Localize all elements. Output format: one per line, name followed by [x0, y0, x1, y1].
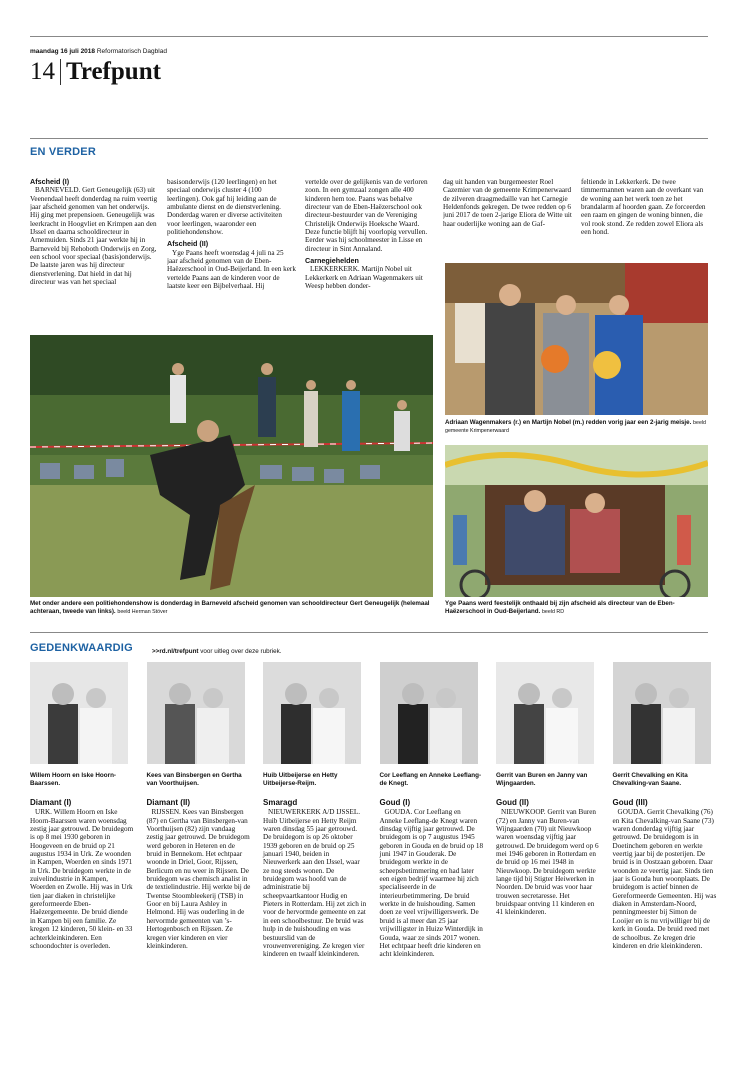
- anniversary-title: Goud (II): [496, 798, 529, 807]
- dog-show-caption: [30, 600, 435, 616]
- anniversary-title: Diamant (I): [30, 798, 72, 807]
- section-rule-top: [30, 138, 708, 139]
- gedenkwaardig-hint: [152, 648, 281, 655]
- heroes-credit: beeld gemeente Krimpenerwaard: [445, 420, 707, 434]
- anniversary-text: GOUDA. Cor Leeflang en Anneke Leeflang-de Knegt waren dinsdag vijftig jaar getrouwd. De bruidegom is op 7 augustus 1945 geboren in Gouda en de bruid op 18 juni 1947 in Gouderak. De bruidegom werkte in de scheepsbetimmering en had later een eigen bedrijf waarmee hij zich specialiseerde in de interieurbetimmering. De bruid werkte in de huishouding. Samen doen ze veel vrijwilligerswerk. De bruid is al meer dan 25 jaar vrijwilligster in Huize Winterdijk in Gouda, waar ze sinds 2017 wonen. Het echtpaar heeft drie kinderen en acht kleinkinderen.: [379, 808, 484, 959]
- couple-caption: Gerrit Chevalking en Kita Chevalking-van Saane.: [612, 772, 688, 787]
- couple-photo: [496, 662, 594, 764]
- couple-photo: [380, 662, 478, 764]
- article-column-2: [167, 178, 296, 330]
- heroes-caption: [445, 419, 710, 435]
- anniversary-text: NIEUWKOOP. Gerrit van Buren (72) en Janny van Buren-van Wijngaarden (70) uit Nieuwkoop waren woensdag vijftig jaar getrouwd. De bruidegom werd op 6 mei 1946 geboren in Rotterdam en de bruid op 16 mei 1948 in Nieuwkoop. De bruidegom werkte lange tijd bij Stigter Heiwerken in Noorden. De bruid was voor haar trouwen secretaresse. Het bruidspaar ontving 11 kinderen en 41 kleinkinderen.: [496, 808, 599, 917]
- gedenkwaardig-item: [380, 772, 484, 959]
- article-paragraph: Yge Paans heeft woensdag 4 juli na 25 jaar afscheid genomen van de Eben-Haëzerschool in Oud-Beijerland. In een kerk vertelde Paans aan de kinderen voor de laatste keer een Bijbelverhaal. Hij: [167, 248, 296, 291]
- heroes-image: [445, 263, 708, 415]
- couple-caption: Cor Leeflang en Anneke Leeflang-de Knegt.: [379, 772, 482, 787]
- article-paragraph: feltiende in Lekkerkerk. De twee timmermannen waren aan de overkant van de woning aan het werk toen ze het brandalarm af hoorden gaan. Ze forceerden een raam en gingen de woning binnen, die vol rook stond. Ze redden zowel Eliora als een hond.: [581, 178, 706, 237]
- couple-image: [147, 662, 245, 764]
- couple-caption: Gerrit van Buren en Janny van Wijngaarden.: [496, 772, 588, 787]
- article-paragraph: dag uit handen van burgemeester Roel Cazemier van de gemeente Krimpenerwaard de zilveren draagmedaille van het Carnegie Heldenfonds gekregen. De twee redden op 6 juni 2017 de toen 2-jarige Eliora de Witte uit haar ouderlijke woning aan de Gaf-: [443, 178, 572, 228]
- article-column-3: [305, 178, 434, 330]
- paans-caption: [445, 600, 710, 616]
- paans-caption-text: Yge Paans werd feestelijk onthaald bij zijn afscheid als directeur van de Eben-Haëzerschool in Oud-Beijerland.: [445, 600, 675, 615]
- article-paragraph: LEKKERKERK. Martijn Nobel uit Lekkerkerk en Adriaan Wagenmakers uit Weesp hebben donder-: [305, 265, 423, 291]
- article-paragraph: basisonderwijs (120 leerlingen) en het speciaal onderwijs cluster 4 (100 leerlingen). Ook gaf hij leiding aan de ambulante dienst en de dienstverlening. Donderdag waren er diverse activiteiten voor leerlingen, waaronder een politiehondenshow.: [167, 178, 282, 237]
- article-column-5: [581, 178, 710, 260]
- paans-image: [445, 445, 708, 597]
- couple-photo: [30, 662, 128, 764]
- header-date: maandag 16 juli 2018: [30, 48, 96, 55]
- paans-photo: [445, 445, 708, 597]
- dog-show-credit: beeld Herman Stöver: [117, 609, 168, 615]
- article-column-4: [443, 178, 572, 260]
- couple-image: [496, 662, 594, 764]
- anniversary-title: Goud (I): [379, 798, 411, 807]
- anniversary-text: RIJSSEN. Kees van Binsbergen (87) en Gertha van Binsbergen-van Voorthuijsen (82) zijn vandaag zestig jaar getrouwd. De bruidegom werd geboren in Heteren en de bruid in Bennekom. Het echtpaar woonde in Driel, Goor, Rijssen, Berlicum en nu weer in Rijssen. De bruidegom was chemisch analist in de textielindustrie. Hij werkte bij de Twentse Stoombleekerij (TSB) in Goor en bij Laura Ashley in Helmond. Hij was ouderling in de hervormde gemeenten van ’s-Hertogenbosch en Rijssen. Ze kregen vier kinderen en vier kleinkinderen.: [146, 808, 251, 950]
- couple-image: [613, 662, 711, 764]
- couple-caption: Kees van Binsbergen en Gertha van Voorthuijsen.: [146, 772, 242, 787]
- heroes-caption-text: Adriaan Wagenmakers (r.) en Martijn Nobel (m.) redden vorig jaar een 2-jarig meisje.: [445, 419, 692, 426]
- couple-photo: [613, 662, 711, 764]
- anniversary-title: Goud (III): [612, 798, 648, 807]
- article-column-1: [30, 178, 159, 330]
- couple-image: [380, 662, 478, 764]
- section-en-verder: EN VERDER: [30, 146, 96, 158]
- couple-photo: [147, 662, 245, 764]
- paans-credit: beeld RD: [541, 609, 565, 615]
- dog-show-photo: [30, 335, 433, 597]
- header-paper: Reformatorisch Dagblad: [96, 48, 167, 55]
- article-paragraph: BARNEVELD. Gert Geneugelijk (63) uit Veenendaal heeft donderdag na ruim veertig jaar afscheid genomen van het onderwijs. Hij ging met prepensioen. Geneugelijk was leerkracht in Hoogvliet en Krimpen aan den IJssel en daarna schooldirecteur in Arnemuiden. Sinds 21 jaar werkte hij in Barneveld bij Rehoboth Onderwijs en Zorg, een school voor speciaal (basis)onderwijs. De laatste jaren was hij directeur dienstverlening. Dat hield in dat hij directeur was van het speciaal: [30, 186, 158, 287]
- page-number: 14: [30, 59, 61, 85]
- page-heading: [30, 58, 161, 86]
- article-heading: Carnegiehelden: [305, 256, 359, 266]
- gedenkwaardig-item: [263, 772, 367, 959]
- gedenkwaardig-item: [30, 772, 134, 950]
- anniversary-title: Diamant (II): [146, 798, 191, 807]
- page-title: Trefpunt: [66, 58, 161, 85]
- heroes-photo: [445, 263, 708, 415]
- gedenkwaardig-note: voor uitleg over deze rubriek.: [200, 648, 282, 655]
- couple-image: [263, 662, 361, 764]
- couple-photo: [263, 662, 361, 764]
- couple-image: [30, 662, 128, 764]
- anniversary-text: NIEUWERKERK A/D IJSSEL. Huib Uitbeijerse en Hetty Reijm waren dinsdag 55 jaar getrouwd. De bruidegom is op 26 oktober 1939 geboren en de bruid op 25 januari 1940, beiden in Nieuwerkerk aan den IJssel, waar ze nog steeds wonen. De bruidegom was hoofd van de administratie bij scheepvaartkantoor Hudig en Pieters in Rotterdam. Hij zet zich in voor de hervormde gemeente en zat in een schoolbestuur. De bruid was hulp in de huishouding en was bestuurslid van de vrouwenvereniging. Ze kregen vier kinderen en twaalf kleinkinderen.: [263, 808, 367, 959]
- anniversary-title: Smaragd: [263, 798, 298, 807]
- couple-caption: Huib Uitbeijerse en Hetty Uitbeijerse-Reijm.: [263, 772, 338, 787]
- anniversary-text: URK. Willem Hoorn en Iske Hoorn-Baarssen waren woensdag zestig jaar getrouwd. De bruidegom is op 8 mei 1930 geboren in Hoogeveen en de bruid op 21 augustus 1934 in Urk. Ze woonden in Kampen, Woerden en sinds 1971 in Urk. De bruidegom werkte in de zuivelindustrie in Kampen, Woerden en Zwolle. Hij was in Urk tien jaar diaken in christelijke gereformeerde Eben-Haëzergemeente. De bruid diende in Kampen bij een familie. Ze kregen 12 kinderen, 50 klein- en 33 achterkleinkinderen. Een schoondochter is overleden.: [30, 808, 134, 950]
- couple-caption: Willem Hoorn en Iske Hoorn-Baarssen.: [30, 772, 117, 787]
- section-gedenkwaardig: GEDENKWAARDIG: [30, 642, 133, 654]
- gedenkwaardig-link[interactable]: >>rd.nl/trefpunt: [152, 648, 199, 655]
- gedenkwaardig-item: [496, 772, 600, 917]
- article-heading: Afscheid (I): [30, 178, 70, 186]
- section-rule-gedenk: [30, 632, 708, 633]
- anniversary-text: GOUDA. Gerrit Chevalking (76) en Kita Chevalking-van Saane (73) waren donderdag vijftig jaar getrouwd. De bruidegom is in Doetinchem geboren en werkte veertig jaar bij de posterijen. De bruid is in Oostzaan geboren. Daar woonden ze veertig jaar. Sinds tien jaar is Gouda hun woonplaats. De bruidegom is actief binnen de Gereformeerde Gemeenten. Hij was diaken in Amsterdam-Noord, penningmeester bij Simon de Looijer en is nu vrijwilliger bij de kerk in Gouda. De bruid reed met de schoolbus. Ze kregen drie kinderen en drie kleinkinderen.: [612, 808, 717, 950]
- gedenkwaardig-item: [147, 772, 251, 950]
- top-rule: [30, 36, 708, 37]
- dog-show-caption-text: Met onder andere een politiehondenshow is donderdag in Barneveld afscheid genomen van schooldirecteur Gert Geneugelijk (helemaal achteraan, tweede van links).: [30, 600, 430, 615]
- article-paragraph: vertelde over de gelijkenis van de verloren zoon. In een gymzaal zongen alle 400 kinderen hem toe. Paans was behalve directeur van de Eben-Haëzerschool ook directeur-bestuurder van de Vereniging Christelijk Onderwijs Hoeksche Waard. Deze functie blijft hij voorlopig vervullen. Eerder was hij schoolmeester in Lisse en directeur in Sint Annaland.: [305, 178, 428, 253]
- gedenkwaardig-item: [613, 772, 717, 950]
- dog-show-image: [30, 335, 433, 597]
- article-heading: Afscheid (II): [167, 239, 209, 249]
- header-dateline: [30, 48, 167, 55]
